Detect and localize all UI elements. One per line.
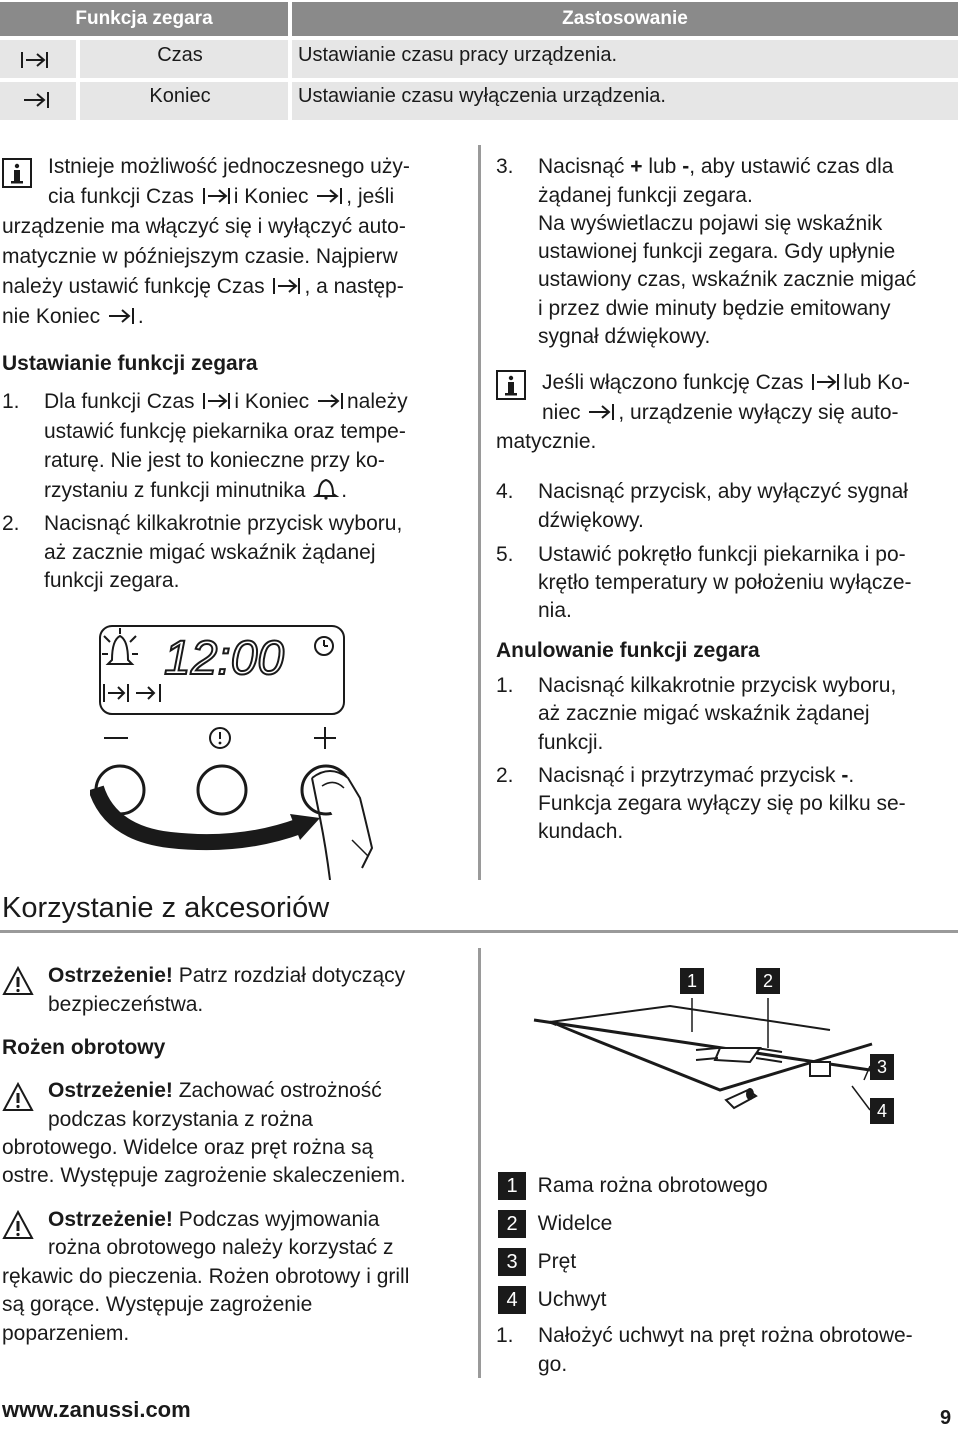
step-text: ustawionej funkcji zegara. Gdy upłynie [538, 240, 896, 263]
duration-icon [200, 391, 234, 411]
table-cell-desc: Ustawianie czasu wyłączenia urządzenia. [298, 85, 666, 107]
bell-icon [311, 476, 341, 500]
step-text: funkcji zegara. [44, 569, 180, 592]
section-title: Korzystanie z akcesoriów [2, 892, 330, 924]
step-text: Nałożyć uchwyt na pręt rożna obrotowe- [538, 1324, 913, 1347]
step-text: Ustawić pokrętło funkcji piekarnika i po- [538, 543, 906, 566]
step-text: Nacisnąć + lub -, aby ustawić czas dla [538, 155, 894, 178]
legend-item: 1 Rama rożna obrotowego [498, 1172, 768, 1200]
warning-text: rękawic do pieczenia. Rożen obrotowy i grill [2, 1265, 410, 1288]
step-text: nia. [538, 599, 572, 622]
warning-text: rożna obrotowego należy korzystać z [48, 1236, 394, 1259]
end-time-icon [106, 306, 138, 326]
info-text-line: matycznie. [496, 430, 597, 453]
step-text: ustawić funkcję piekarnika oraz tempe- [44, 420, 406, 443]
warning-text: podczas korzystania z rożna [48, 1108, 313, 1131]
footer-website[interactable]: www.zanussi.com [2, 1397, 191, 1422]
step-text: żądanej funkcji zegara. [538, 184, 753, 207]
legend-item: 4 Uchwyt [498, 1286, 607, 1314]
table-cell-name: Czas [157, 44, 203, 66]
warning-text: obrotowego. Widelce oraz pręt rożna są [2, 1136, 374, 1159]
rotisserie-illustration [520, 960, 900, 1160]
section-heading: Anulowanie funkcji zegara [496, 639, 760, 662]
table-header-usage: Zastosowanie [292, 2, 958, 36]
section-heading: Rożen obrotowy [2, 1036, 166, 1059]
step-text: i przez dwie minuty będzie emitowany [538, 297, 891, 320]
step-text: kundach. [538, 820, 624, 843]
page-number: 9 [940, 1407, 952, 1429]
select-symbol-icon [210, 728, 230, 748]
info-text-line: urządzenie ma włączyć się i wyłączyć auto- [2, 215, 406, 238]
step-text: rzystaniu z funkcji minutnika . [44, 476, 347, 505]
warning-text: bezpieczeństwa. [48, 993, 204, 1016]
info-text-line: niec , urządzenie wyłączy się auto- [542, 401, 899, 424]
callout-4: 4 [870, 1098, 894, 1124]
step-number: 2. [496, 764, 514, 787]
step-text: raturę. Nie jest to konieczne przy ko- [44, 449, 385, 472]
end-indicator-icon [136, 684, 160, 702]
spit-frame [550, 1006, 872, 1094]
step-text: go. [538, 1353, 568, 1376]
step-number: 5. [496, 543, 514, 566]
end-time-icon [314, 186, 346, 206]
callout-2: 2 [756, 968, 780, 994]
spit-forks [696, 1048, 830, 1076]
step-text: Nacisnąć kilkakrotnie przycisk wyboru, [44, 512, 403, 535]
section-divider [0, 930, 958, 933]
info-text-line: Jeśli włączono funkcję Czas lub Ko- [542, 371, 910, 394]
step-number: 1. [2, 390, 20, 413]
duration-icon [270, 276, 304, 296]
warning-text: Ostrzeżenie! Podczas wyjmowania [48, 1208, 380, 1231]
duration-indicator-icon [104, 684, 128, 702]
bell-indicator-icon [102, 628, 138, 664]
info-text-line: matycznie w późniejszym czasie. Najpierw [2, 245, 398, 268]
end-time-icon [315, 391, 347, 411]
display-time: 12:00 [164, 632, 285, 685]
legend-item: 2 Widelce [498, 1210, 612, 1238]
step-text: Nacisnąć przycisk, aby wyłączyć sygnał [538, 480, 908, 503]
table-cell-name: Koniec [149, 85, 211, 107]
table-cell-desc: Ustawianie czasu pracy urządzenia. [298, 44, 618, 66]
step-text: Nacisnąć kilkakrotnie przycisk wyboru, [538, 674, 897, 697]
step-number: 1. [496, 674, 514, 697]
warning-text: poparzeniem. [2, 1322, 130, 1345]
end-time-icon [586, 402, 618, 422]
clock-indicator-icon [315, 637, 333, 655]
step-number: 1. [496, 1324, 514, 1347]
step-number: 4. [496, 480, 514, 503]
step-text: Dla funkcji Czas i Koniec należy [44, 390, 408, 413]
info-text-line: Istnieje możliwość jednoczesnego uży- [48, 155, 410, 178]
step-text: aż zacznie migać wskaźnik żądanej [44, 541, 376, 564]
step-text: dźwiękowy. [538, 509, 644, 532]
finger-illustration [312, 771, 372, 880]
warning-text: są gorące. Występuje zagrożenie [2, 1293, 313, 1316]
step-text: funkcji. [538, 731, 604, 754]
info-icon [496, 370, 526, 400]
control-panel-illustration [90, 618, 380, 880]
end-time-icon [22, 90, 52, 116]
section-heading: Ustawianie funkcji zegara [2, 352, 258, 375]
warning-text: ostre. Występuje zagrożenie skaleczeniem. [2, 1164, 406, 1187]
step-text: krętło temperatury w położeniu wyłącze- [538, 571, 912, 594]
duration-icon [20, 50, 50, 76]
callout-3: 3 [870, 1054, 894, 1080]
step-number: 2. [2, 512, 20, 535]
step-text: ustawiony czas, wskaźnik zacznie migać [538, 268, 917, 291]
duration-icon [809, 372, 843, 392]
step-text: Funkcja zegara wyłączy się po kilku se- [538, 792, 906, 815]
warning-text: Ostrzeżenie! Zachować ostrożność [48, 1079, 382, 1102]
warning-icon [2, 1210, 34, 1240]
table-header-function: Funkcja zegara [0, 2, 288, 36]
step-text: aż zacznie migać wskaźnik żądanej [538, 702, 870, 725]
info-text-line: nie Koniec . [2, 305, 144, 328]
callout-1: 1 [680, 968, 704, 994]
info-icon [2, 158, 32, 188]
select-button [198, 766, 246, 814]
step-text: Nacisnąć i przytrzymać przycisk -. [538, 764, 855, 787]
step-text: sygnał dźwiękowy. [538, 325, 711, 348]
warning-text: Ostrzeżenie! Patrz rozdział dotyczący [48, 964, 406, 987]
legend-item: 3 Pręt [498, 1248, 576, 1276]
step-number: 3. [496, 155, 514, 178]
plus-symbol [314, 727, 336, 749]
warning-icon [2, 1082, 34, 1112]
column-divider [478, 948, 481, 1378]
column-divider [478, 145, 481, 880]
duration-icon [200, 186, 234, 206]
warning-icon [2, 966, 34, 996]
spit-handle [726, 1088, 756, 1108]
step-text: Na wyświetlaczu pojawi się wskaźnik [538, 212, 883, 235]
info-text-line: należy ustawić funkcję Czas , a następ- [2, 275, 404, 298]
info-text-line: cia funkcji Czas i Koniec , jeśli [48, 185, 395, 208]
